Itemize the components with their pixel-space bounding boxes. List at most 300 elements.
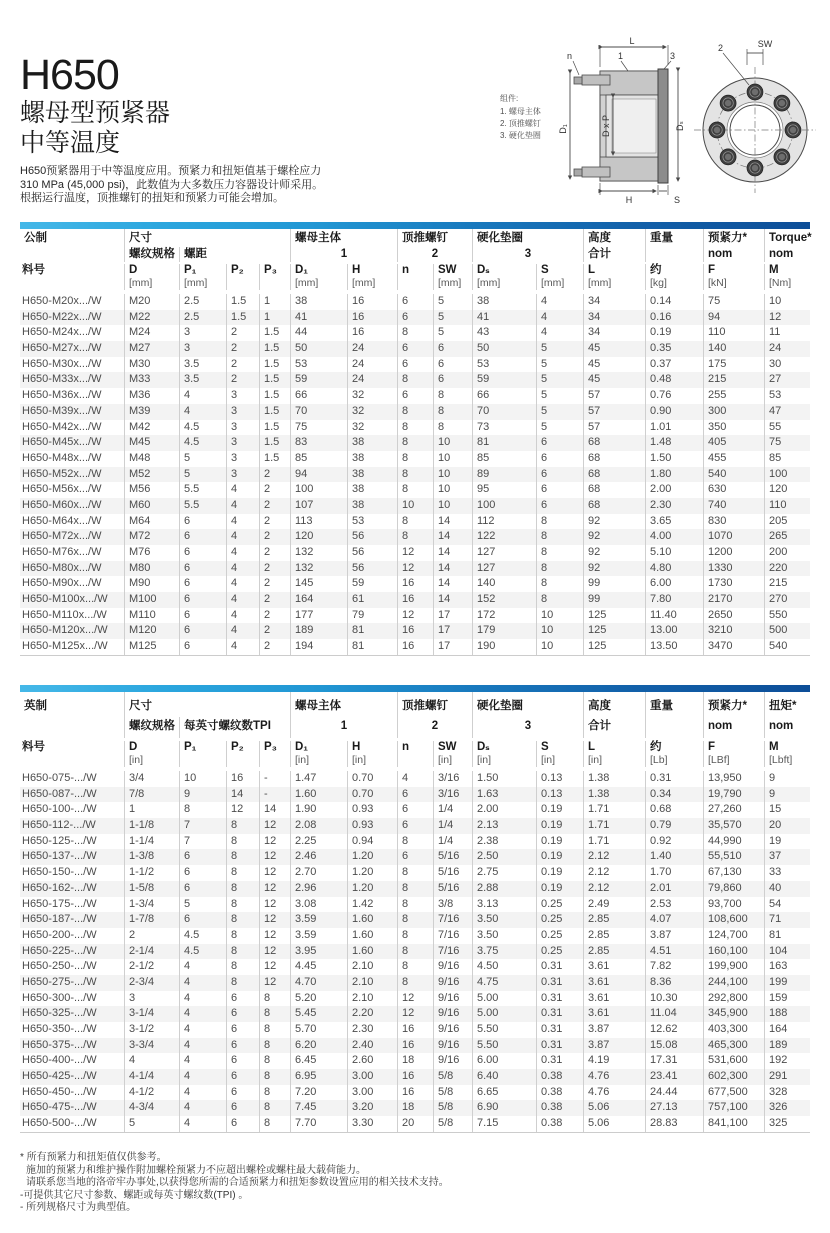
value-cell: 14	[433, 529, 472, 545]
value-cell: 3.13	[472, 897, 536, 913]
value-cell: 6.40	[472, 1069, 536, 1085]
value-cell: 4	[226, 529, 259, 545]
torque-nom-label: nom	[764, 247, 810, 262]
value-cell: 16	[226, 771, 259, 787]
value-cell: 12	[764, 310, 810, 326]
spacer	[20, 247, 124, 262]
value-cell: M39	[124, 404, 179, 420]
value-cell: 4	[226, 498, 259, 514]
value-cell: 8	[397, 834, 433, 850]
value-cell: 0.76	[645, 388, 703, 404]
value-cell: 0.25	[536, 912, 583, 928]
value-cell: 127	[472, 561, 536, 577]
value-cell: 16	[347, 310, 397, 326]
value-cell: 108,600	[703, 912, 764, 928]
value-cell: 5	[433, 310, 472, 326]
part-number-cell: H650-500-.../W	[22, 1117, 97, 1130]
header-group-row	[20, 692, 810, 717]
value-cell: 179	[472, 623, 536, 639]
value-cell: 177	[290, 608, 347, 624]
value-cell: 292,800	[703, 991, 764, 1007]
value-cell: 205	[764, 514, 810, 530]
component-no-2: 2	[397, 717, 472, 738]
value-cell: 13.50	[645, 639, 703, 655]
value-cell: 6	[397, 802, 433, 818]
value-cell: 2	[259, 482, 290, 498]
value-cell: 0.19	[645, 325, 703, 341]
value-cell: 8	[226, 975, 259, 991]
value-cell: 44,990	[703, 834, 764, 850]
value-cell: 6	[226, 1069, 259, 1085]
part-number-cell: H650-075-.../W	[22, 772, 97, 784]
value-cell: 0.94	[347, 834, 397, 850]
thread-spec-label: 螺纹规格	[124, 717, 179, 738]
value-cell: 104	[764, 944, 810, 960]
value-cell: 5	[536, 372, 583, 388]
table-row	[20, 467, 810, 483]
part-number-cell: H650-M120x.../W	[22, 624, 108, 637]
value-cell: 7.20	[290, 1085, 347, 1101]
value-cell: 6	[397, 341, 433, 357]
column-symbol: H [in]	[347, 741, 397, 767]
value-cell: 19,790	[703, 787, 764, 803]
value-cell: 0.19	[536, 818, 583, 834]
value-cell: 2	[226, 372, 259, 388]
value-cell: 3.30	[347, 1116, 397, 1132]
value-cell: 16	[397, 639, 433, 655]
metric-table	[20, 222, 810, 656]
value-cell: 6	[179, 592, 226, 608]
table-row	[20, 1006, 810, 1022]
value-cell: 1.40	[645, 849, 703, 865]
value-cell: 8	[226, 849, 259, 865]
value-cell: 24	[764, 341, 810, 357]
value-cell: 2.10	[347, 959, 397, 975]
intro-line: H650预紧器用于中等温度应用。预紧力和扭矩值基于螺栓应力	[20, 165, 322, 177]
table-row	[20, 294, 810, 310]
value-cell: 17.31	[645, 1053, 703, 1069]
value-cell: 10	[397, 498, 433, 514]
value-cell: 4	[226, 482, 259, 498]
spacer	[645, 247, 703, 262]
value-cell: 328	[764, 1085, 810, 1101]
value-cell: 9/16	[433, 959, 472, 975]
value-cell: M42	[124, 420, 179, 436]
table-row	[20, 623, 810, 639]
value-cell: 8	[397, 975, 433, 991]
value-cell: 2.12	[583, 849, 645, 865]
value-cell: 3	[226, 388, 259, 404]
col-group-nut-body: 螺母主体	[290, 229, 397, 247]
value-cell: 0.13	[536, 771, 583, 787]
value-cell: 5/8	[433, 1085, 472, 1101]
part-number-cell: H650-475-.../W	[22, 1101, 97, 1114]
value-cell: 1.5	[259, 325, 290, 341]
value-cell: 4	[179, 1100, 226, 1116]
value-cell: 8	[397, 944, 433, 960]
value-cell: 4	[397, 771, 433, 787]
value-cell: 4	[226, 514, 259, 530]
value-cell: M48	[124, 451, 179, 467]
value-cell: 5	[179, 467, 226, 483]
value-cell: 1/4	[433, 834, 472, 850]
part-number-cell: H650-M76x.../W	[22, 546, 102, 558]
value-cell: M22	[124, 310, 179, 326]
value-cell: 41	[290, 310, 347, 326]
value-cell: 14	[433, 545, 472, 561]
value-cell: 1.90	[290, 802, 347, 818]
value-cell: 20	[397, 1116, 433, 1132]
value-cell: 6	[536, 498, 583, 514]
value-cell: 8	[397, 912, 433, 928]
value-cell: 1-7/8	[124, 912, 179, 928]
value-cell: 6	[536, 467, 583, 483]
value-cell: 172	[472, 608, 536, 624]
value-cell: 68	[583, 482, 645, 498]
value-cell: 4	[179, 388, 226, 404]
value-cell: 6	[179, 514, 226, 530]
value-cell: 8	[259, 1006, 290, 1022]
value-cell: 13,950	[703, 771, 764, 787]
value-cell: 2.10	[347, 991, 397, 1007]
value-cell: 4	[179, 1085, 226, 1101]
value-cell: 3.50	[472, 928, 536, 944]
value-cell: 44	[290, 325, 347, 341]
value-cell: 99	[583, 576, 645, 592]
dim-label-2: 2	[718, 43, 724, 53]
value-cell: 10	[433, 467, 472, 483]
column-symbol: M [Lbft]	[764, 741, 810, 767]
value-cell: M56	[124, 482, 179, 498]
value-cell: 3-1/4	[124, 1006, 179, 1022]
value-cell: 5	[433, 325, 472, 341]
value-cell: 0.48	[645, 372, 703, 388]
value-cell: 270	[764, 592, 810, 608]
part-number-cell: H650-400-.../W	[22, 1054, 97, 1067]
value-cell: 6	[179, 623, 226, 639]
value-cell: 13.00	[645, 623, 703, 639]
value-cell: 4	[536, 325, 583, 341]
value-cell: 10	[433, 498, 472, 514]
value-cell: 1.48	[645, 435, 703, 451]
value-cell: 2-1/2	[124, 959, 179, 975]
value-cell: 92	[583, 514, 645, 530]
part-number-cell: H650-M27x.../W	[22, 342, 102, 355]
value-cell: 8	[259, 1038, 290, 1054]
title-block	[20, 52, 480, 206]
value-cell: 8	[226, 912, 259, 928]
value-cell: 59	[290, 372, 347, 388]
value-cell: 8	[536, 529, 583, 545]
component-legend	[500, 93, 541, 140]
table-row	[20, 325, 810, 341]
value-cell: -	[259, 787, 290, 803]
value-cell: 8	[397, 372, 433, 388]
value-cell: 2.08	[290, 818, 347, 834]
table-row	[20, 498, 810, 514]
table-row	[20, 545, 810, 561]
value-cell: 8	[397, 514, 433, 530]
value-cell: 2.00	[472, 802, 536, 818]
value-cell: 4	[226, 639, 259, 655]
value-cell: 7/16	[433, 912, 472, 928]
value-cell: 0.37	[645, 357, 703, 373]
column-symbol: L [mm]	[583, 264, 645, 290]
part-number-cell: H650-M45x.../W	[22, 436, 102, 449]
value-cell: 4.5	[179, 420, 226, 436]
value-cell: 27	[764, 372, 810, 388]
value-cell: 1070	[703, 529, 764, 545]
value-cell: 540	[764, 639, 810, 655]
part-number-cell: H650-M100x.../W	[22, 593, 108, 606]
value-cell: 3	[226, 420, 259, 436]
value-cell: 38	[347, 451, 397, 467]
table-row	[20, 357, 810, 373]
part-number-cell: H650-125-.../W	[22, 834, 97, 847]
value-cell: 79	[347, 608, 397, 624]
value-cell: 6	[397, 357, 433, 373]
value-cell: 2.5	[179, 294, 226, 310]
value-cell: 34	[583, 325, 645, 341]
value-cell: 6	[226, 991, 259, 1007]
value-cell: 192	[764, 1053, 810, 1069]
value-cell: 7.80	[645, 592, 703, 608]
value-cell: 99	[583, 592, 645, 608]
table-row	[20, 991, 810, 1007]
component-no-1: 1	[290, 717, 397, 738]
value-cell: 4.76	[583, 1069, 645, 1085]
table-row	[20, 1100, 810, 1116]
value-cell: 7	[179, 834, 226, 850]
value-cell: 6	[179, 529, 226, 545]
value-cell: 2.88	[472, 881, 536, 897]
column-symbol: L [in]	[583, 741, 645, 767]
column-symbol: Dₛ [in]	[472, 741, 536, 767]
value-cell: 5	[179, 451, 226, 467]
accent-bar	[20, 685, 810, 692]
value-cell: 20	[764, 818, 810, 834]
part-number-cell: H650-M48x.../W	[22, 451, 102, 464]
value-cell: 5.50	[472, 1022, 536, 1038]
value-cell: 2	[259, 514, 290, 530]
value-cell: 17	[433, 608, 472, 624]
value-cell: 1.20	[347, 881, 397, 897]
value-cell: 35,570	[703, 818, 764, 834]
value-cell: 110	[703, 325, 764, 341]
value-cell: 6.45	[290, 1053, 347, 1069]
value-cell: 38	[347, 482, 397, 498]
region-label: 公制	[24, 232, 47, 244]
value-cell: 4.19	[583, 1053, 645, 1069]
table-row	[20, 834, 810, 850]
value-cell: M100	[124, 592, 179, 608]
part-number-cell: H650-M24x.../W	[22, 326, 102, 339]
value-cell: 9/16	[433, 975, 472, 991]
value-cell: 56	[347, 545, 397, 561]
value-cell: 8	[259, 1069, 290, 1085]
table-row	[20, 1116, 810, 1132]
value-cell: 32	[347, 420, 397, 436]
value-cell: 4	[179, 991, 226, 1007]
value-cell: 291	[764, 1069, 810, 1085]
value-cell: 2	[226, 325, 259, 341]
value-cell: 2.38	[472, 834, 536, 850]
preload-nom-label: nom	[703, 247, 764, 262]
value-cell: 43	[472, 325, 536, 341]
value-cell: 6.00	[472, 1053, 536, 1069]
value-cell: 93,700	[703, 897, 764, 913]
value-cell: 6	[433, 341, 472, 357]
value-cell: 3.87	[583, 1022, 645, 1038]
value-cell: 345,900	[703, 1006, 764, 1022]
value-cell: 32	[347, 388, 397, 404]
component-no-1: 1	[290, 247, 397, 262]
value-cell: 12	[259, 849, 290, 865]
intro-line: 根据运行温度，顶推螺钉的扭矩和预紧力可能会增加。	[20, 192, 284, 204]
value-cell: M52	[124, 467, 179, 483]
col-group-jack-screws: 顶推螺钉	[397, 692, 472, 720]
value-cell: 1.42	[347, 897, 397, 913]
value-cell: 92	[583, 545, 645, 561]
value-cell: 2.49	[583, 897, 645, 913]
value-cell: 300	[703, 404, 764, 420]
value-cell: 5/8	[433, 1100, 472, 1116]
table-row	[20, 897, 810, 913]
value-cell: 113	[290, 514, 347, 530]
value-cell: 1.5	[226, 310, 259, 326]
value-cell: 66	[472, 388, 536, 404]
value-cell: 57	[583, 404, 645, 420]
part-number-cell: H650-150-.../W	[22, 866, 97, 879]
value-cell: 12	[259, 834, 290, 850]
value-cell: 2-3/4	[124, 975, 179, 991]
table-row	[20, 818, 810, 834]
value-cell: 8	[226, 897, 259, 913]
value-cell: 3.61	[583, 975, 645, 991]
part-number-cell: H650-M125x.../W	[22, 640, 108, 653]
value-cell: 71	[764, 912, 810, 928]
col-group-torque: 扭矩*	[764, 692, 810, 720]
value-cell: 8	[226, 834, 259, 850]
value-cell: 8	[433, 420, 472, 436]
value-cell: 18	[397, 1053, 433, 1069]
value-cell: 12	[259, 975, 290, 991]
value-cell: 12	[397, 1006, 433, 1022]
value-cell: 85	[290, 451, 347, 467]
value-cell: 5/16	[433, 849, 472, 865]
value-cell: 12.62	[645, 1022, 703, 1038]
pitch-label: 螺距	[179, 247, 290, 262]
col-group-jack-screws: 顶推螺钉	[397, 229, 472, 247]
value-cell: 4.07	[645, 912, 703, 928]
value-cell: 1.70	[645, 865, 703, 881]
value-cell: 40	[764, 881, 810, 897]
part-number-cell: H650-M110x.../W	[22, 608, 107, 621]
part-number-cell: H650-M39x.../W	[22, 404, 102, 417]
page-subtitle-2: 中等温度	[20, 129, 121, 157]
value-cell: M45	[124, 435, 179, 451]
value-cell: 6	[226, 1006, 259, 1022]
value-cell: 8	[433, 388, 472, 404]
value-cell: 8	[397, 404, 433, 420]
value-cell: 0.38	[536, 1069, 583, 1085]
value-cell: 24.44	[645, 1085, 703, 1101]
value-cell: 9	[764, 771, 810, 787]
column-symbol: F [LBf]	[703, 741, 764, 767]
value-cell: 85	[764, 451, 810, 467]
intro-text	[20, 165, 480, 206]
value-cell: 9/16	[433, 1053, 472, 1069]
column-symbol: P₂	[226, 264, 259, 290]
value-cell: 3.65	[645, 514, 703, 530]
value-cell: 3/4	[124, 771, 179, 787]
value-cell: 5/16	[433, 881, 472, 897]
value-cell: 7.82	[645, 959, 703, 975]
torque-nom-label: nom	[764, 717, 810, 738]
value-cell: 32	[347, 404, 397, 420]
value-cell: 3	[226, 404, 259, 420]
value-cell: 326	[764, 1100, 810, 1116]
value-cell: 2.85	[583, 944, 645, 960]
part-number-cell: H650-M64x.../W	[22, 514, 102, 527]
value-cell: 16	[397, 1069, 433, 1085]
table-row	[20, 771, 810, 787]
value-cell: 8	[397, 897, 433, 913]
value-cell: 81	[347, 639, 397, 655]
value-cell: 38	[290, 294, 347, 310]
value-cell: 9	[764, 787, 810, 803]
value-cell: 120	[290, 529, 347, 545]
value-cell: 2	[124, 928, 179, 944]
legend-item: 3. 硬化垫圈	[500, 131, 541, 140]
value-cell: 3	[179, 325, 226, 341]
value-cell: 6.00	[645, 576, 703, 592]
column-symbol: P₂	[226, 741, 259, 767]
value-cell: M110	[124, 608, 179, 624]
value-cell: M60	[124, 498, 179, 514]
value-cell: 16	[347, 325, 397, 341]
header-symbol-row	[20, 262, 810, 294]
value-cell: 7.15	[472, 1116, 536, 1132]
value-cell: 1.71	[583, 834, 645, 850]
value-cell: 0.31	[536, 1053, 583, 1069]
legend-item: 2. 顶推螺钉	[500, 119, 541, 128]
value-cell: 3	[179, 341, 226, 357]
value-cell: 16	[397, 623, 433, 639]
column-symbol: 约 [Lb]	[645, 741, 703, 767]
value-cell: 5	[536, 357, 583, 373]
value-cell: 3.00	[347, 1069, 397, 1085]
value-cell: 5.70	[290, 1022, 347, 1038]
part-number-cell: H650-325-.../W	[22, 1007, 97, 1020]
value-cell: 6	[226, 1053, 259, 1069]
value-cell: 5.00	[472, 1006, 536, 1022]
value-cell: 465,300	[703, 1038, 764, 1054]
value-cell: 8	[259, 1100, 290, 1116]
value-cell: 125	[583, 639, 645, 655]
value-cell: 16	[397, 1038, 433, 1054]
component-no-3: 3	[472, 717, 583, 738]
value-cell: 4	[179, 1069, 226, 1085]
value-cell: 24	[347, 357, 397, 373]
value-cell: 10.30	[645, 991, 703, 1007]
value-cell: 2.46	[290, 849, 347, 865]
value-cell: 15.08	[645, 1038, 703, 1054]
value-cell: 8	[433, 404, 472, 420]
value-cell: 6.95	[290, 1069, 347, 1085]
value-cell: 1-1/8	[124, 818, 179, 834]
value-cell: 2	[259, 467, 290, 483]
